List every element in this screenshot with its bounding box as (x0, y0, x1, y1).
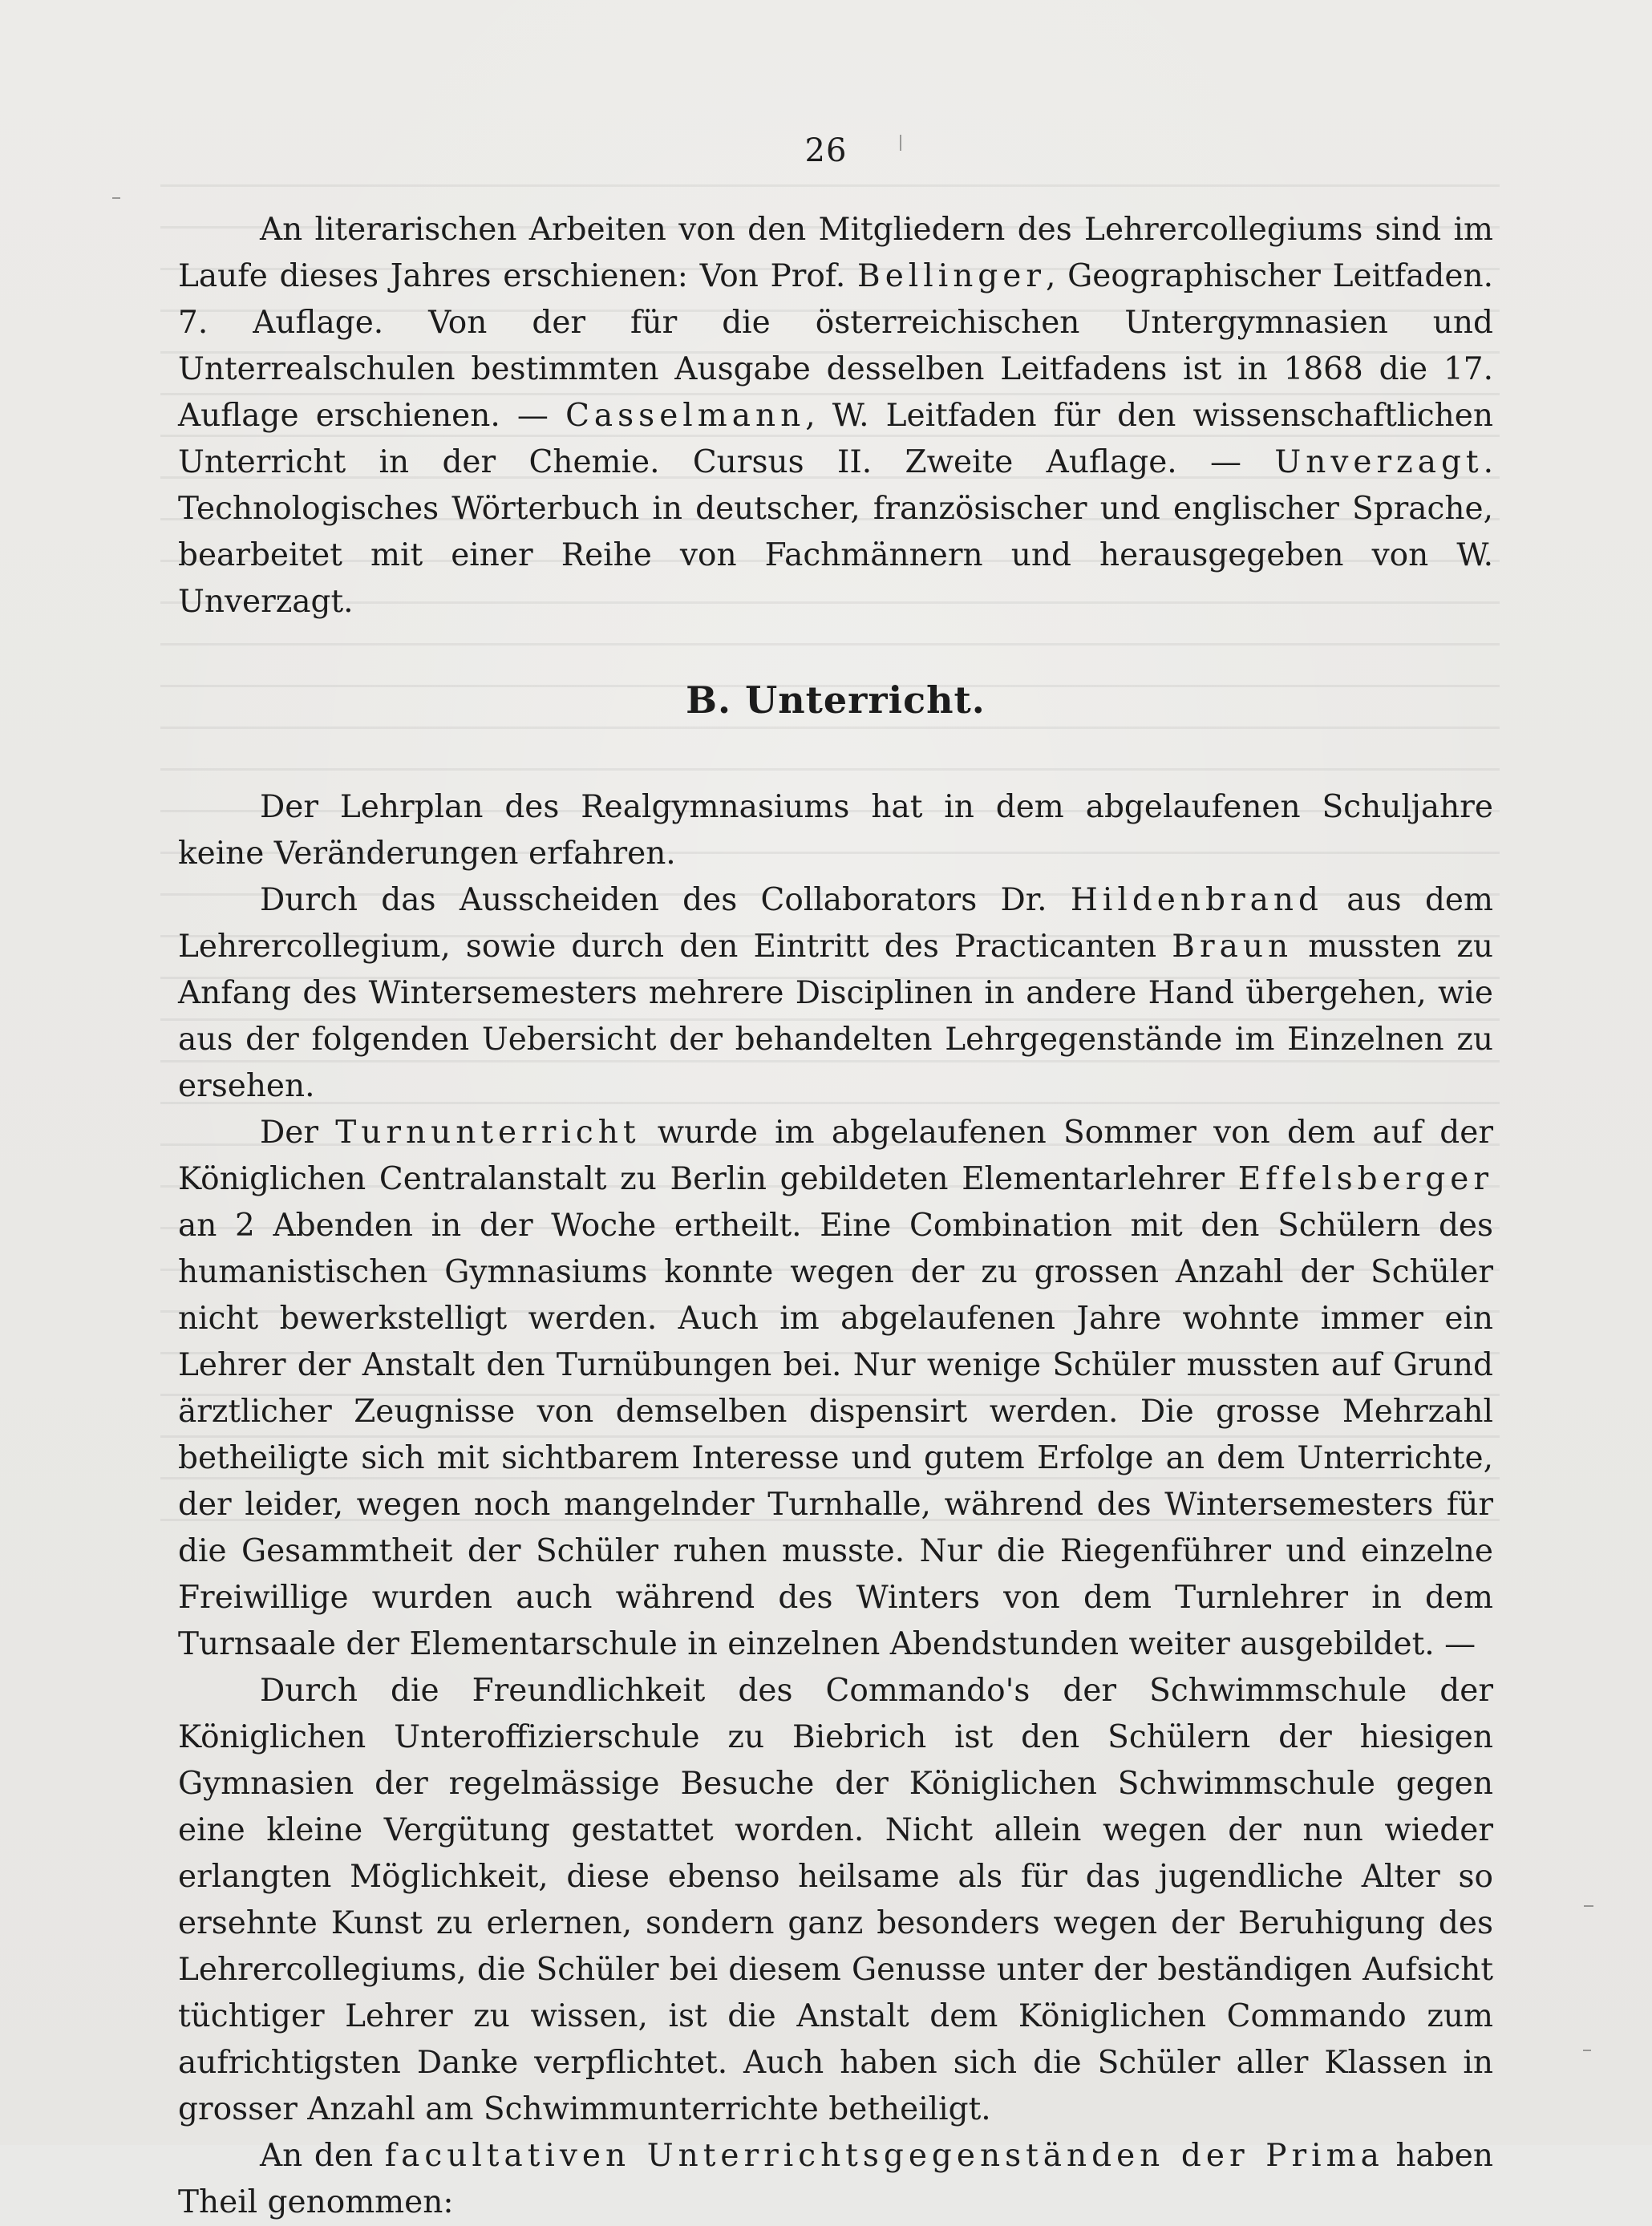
paragraph (178, 1110, 1493, 1668)
paragraph (178, 1668, 1493, 2133)
spaced-emphasis: Unverzagt (1274, 444, 1484, 480)
margin-mark (1583, 2050, 1591, 2051)
text-run: An den (260, 2138, 385, 2174)
publications-section (178, 207, 1493, 625)
spaced-emphasis: Hildenbrand (1070, 882, 1323, 918)
section-heading: B. Unterricht. (686, 678, 986, 722)
text-run: Durch die Freundlichkeit des Commando's der Schwimmschule der Königlichen Unteroffizierschule zu Biebrich ist den Schülern der hiesigen Gymnasien der regelmässige Besuche der Königlichen Schwimmschule gegen eine kleine Vergütung gestattet worden. Nicht allein wegen der nun wieder erlangten Möglichkeit, diese ebenso heilsame als für das jugendliche Alter so ersehnte Kunst zu erlernen, sondern ganz besonders wegen der Beruhigung des Lehrercollegiums, die Schüler bei diesem Genusse unter der beständigen Aufsicht tüchtiger Lehrer zu wissen, ist die Anstalt dem Königlichen Commando zum aufrichtigsten Danke verpflichtet. Auch haben sich die Schüler aller Klassen in grosser Anzahl am Schwimmunterrichte betheiligt. (178, 1673, 1493, 2127)
spaced-emphasis: Turnunterricht (335, 1115, 641, 1151)
text-run: Der (260, 1115, 336, 1151)
spaced-emphasis: Casselmann (565, 398, 806, 434)
spaced-emphasis: Bellinger (857, 258, 1046, 294)
text-run: Der Lehrplan des Realgymnasiums hat in dem abgelaufenen Schuljahre keine Veränderungen erfahren. (178, 789, 1493, 872)
margin-mark (112, 197, 120, 199)
spaced-emphasis: facultativen Unterrichtsgegenständen der Prima (384, 2138, 1384, 2174)
text-run: . Technologisches Wörterbuch in deutscher, französischer und englischer Sprache, bearbeitet mit einer Reihe von Fachmännern und herausgegeben von W. Unverzagt. (178, 444, 1493, 620)
spaced-emphasis: Effelsberger (1237, 1161, 1493, 1197)
text-run: an 2 Abenden in der Woche ertheilt. Eine Combination mit den Schülern des humanistischen Gymnasiums konnte wegen der zu grossen Anzahl der Schüler nicht bewerkstelligt werden. Auch im abgelaufenen Jahre wohnte immer ein Lehrer der Anstalt den Turnübungen bei. Nur wenige Schüler mussten auf Grund ärztlicher Zeugnisse von demselben dispensirt werden. Die grosse Mehrzahl betheiligte sich mit sichtbarem Interesse und gutem Erfolge an dem Unterrichte, der leider, wegen noch mangelnder Turnhalle, während des Wintersemesters für die Gesammtheit der Schüler ruhen musste. Nur die Riegenführer und einzelne Freiwillige wurden auch während des Winters von dem Turnlehrer in dem Turnsaale der Elementarschule in einzelnen Abendstunden weiter ausgebildet. — (178, 1208, 1493, 1662)
paragraph (178, 207, 1493, 625)
text-run: Durch das Ausscheiden des Collaborators Dr. (260, 882, 1071, 918)
paragraph (178, 877, 1493, 1110)
page-body (178, 207, 1493, 2226)
page-number: 26 (804, 132, 848, 169)
margin-mark (900, 135, 901, 151)
text-run: , Geographischer Leitfaden. 7. Auflage. Von der für die österreichischen Untergymnasien und Unterrealschulen bestimmten Ausgabe desselben Leitfadens ist in 1868 die 17. Auflage erschienen. — (178, 258, 1493, 434)
paragraph (178, 784, 1493, 877)
text-run: , W. Leitfaden für den wissenschaftlichen Unterricht in der Chemie. Cursus II. Zweite Auflage. — (178, 398, 1493, 480)
margin-mark (1584, 1905, 1593, 1907)
teaching-section (178, 784, 1493, 2226)
text-run: aus dem Lehrercollegium, sowie durch den Eintritt des Practicanten (178, 882, 1493, 965)
text-run: haben Theil genommen: (178, 2138, 1493, 2220)
text-run: mussten zu Anfang des Wintersemesters mehrere Disciplinen in andere Hand übergehen, wie aus der folgenden Uebersicht der behandelten Lehrgegenstände im Einzelnen zu ersehen. (178, 929, 1493, 1104)
spaced-emphasis: Braun (1172, 929, 1294, 965)
text-run: wurde im abgelaufenen Sommer von dem auf der Königlichen Centralanstalt zu Berlin gebildeten Elementarlehrer (178, 1115, 1493, 1197)
text-run: An literarischen Arbeiten von den Mitgliedern des Lehrercollegiums sind im Laufe dieses Jahres erschienen: Von Prof. (178, 212, 1493, 294)
paragraph (178, 2133, 1493, 2226)
